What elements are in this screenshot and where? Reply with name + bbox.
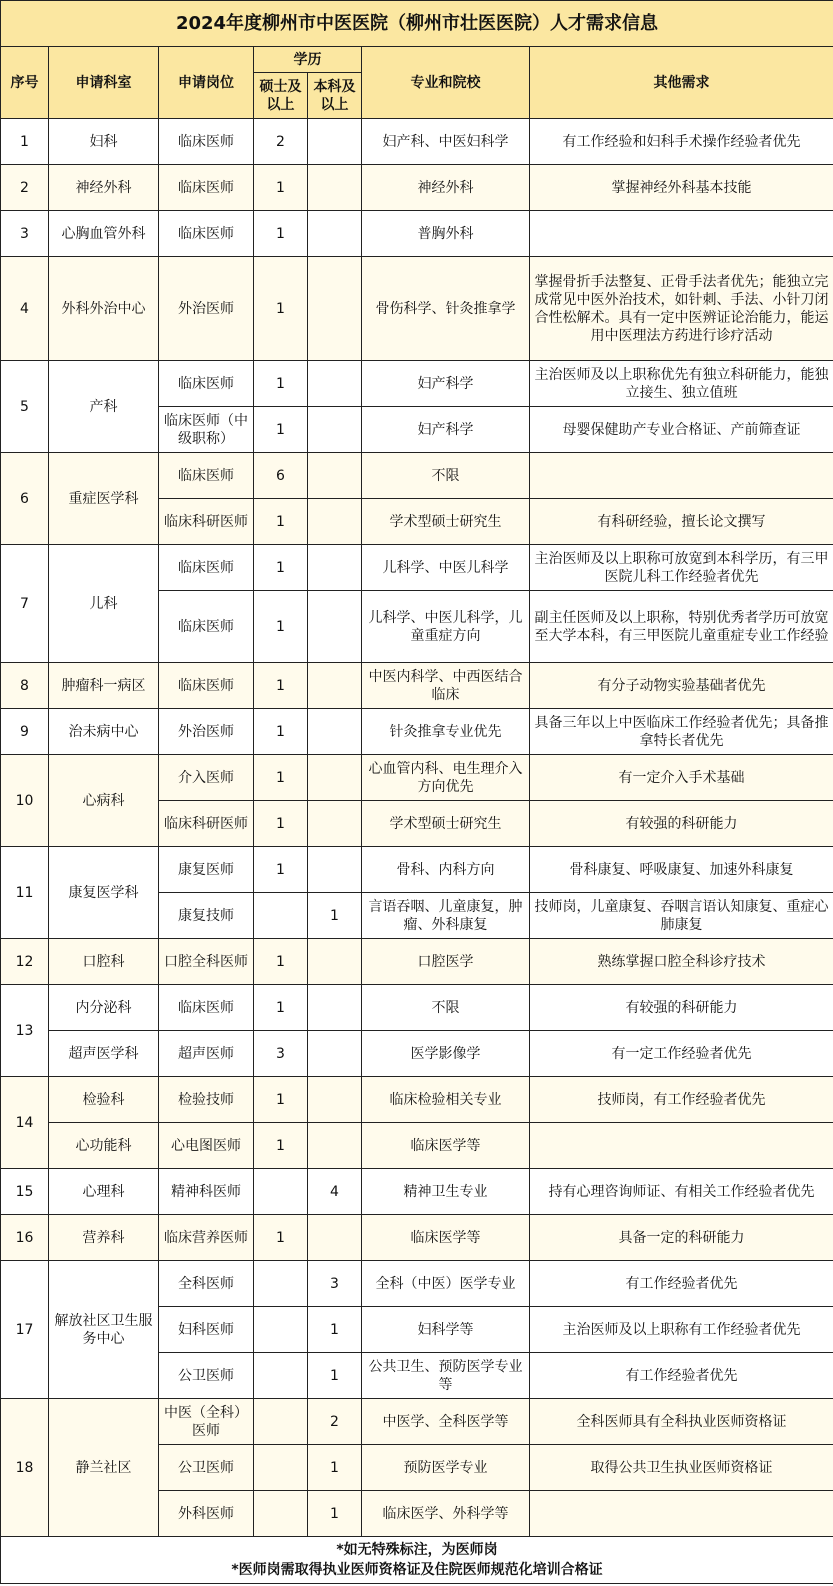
table-row <box>1 1261 833 1307</box>
cell-dept: 产科 <box>49 361 159 453</box>
cell-master: 2 <box>254 119 308 165</box>
cell-dept: 解放社区卫生服务中心 <box>49 1261 159 1399</box>
cell-dept: 外科外治中心 <box>49 257 159 361</box>
table-row <box>1 1077 833 1123</box>
table-row <box>1 1169 833 1215</box>
cell-other: 有科研经验，擅长论文撰写 <box>530 499 833 545</box>
cell-master <box>254 1353 308 1399</box>
cell-dept: 营养科 <box>49 1215 159 1261</box>
cell-no: 7 <box>1 545 49 663</box>
cell-other <box>530 211 833 257</box>
cell-other: 主治医师及以上职称优先有独立科研能力，能独立接生、独立值班 <box>530 361 833 407</box>
cell-master <box>254 1445 308 1491</box>
cell-post: 临床医师 <box>159 211 254 257</box>
cell-master: 1 <box>254 663 308 709</box>
cell-dept: 内分泌科 <box>49 985 159 1031</box>
cell-no: 18 <box>1 1399 49 1537</box>
cell-dept: 重症医学科 <box>49 453 159 545</box>
cell-major: 妇产科学 <box>362 361 530 407</box>
cell-post: 临床医师 <box>159 361 254 407</box>
cell-post: 临床医师 <box>159 165 254 211</box>
cell-major: 学术型硕士研究生 <box>362 499 530 545</box>
cell-master: 1 <box>254 361 308 407</box>
cell-bachelor: 1 <box>308 1307 362 1353</box>
cell-major: 医学影像学 <box>362 1031 530 1077</box>
cell-post: 公卫医师 <box>159 1445 254 1491</box>
table-footnote <box>1 1537 833 1584</box>
cell-no: 6 <box>1 453 49 545</box>
cell-bachelor <box>308 755 362 801</box>
cell-master: 1 <box>254 801 308 847</box>
cell-other: 有分子动物实验基础者优先 <box>530 663 833 709</box>
cell-post: 临床科研医师 <box>159 801 254 847</box>
cell-master: 1 <box>254 1123 308 1169</box>
cell-bachelor <box>308 591 362 663</box>
cell-major: 骨伤科学、针灸推拿学 <box>362 257 530 361</box>
table-body <box>1 119 833 1537</box>
cell-bachelor <box>308 453 362 499</box>
cell-post: 临床医师 <box>159 663 254 709</box>
cell-other: 掌握骨折手法整复、正骨手法者优先；能独立完成常见中医外治技术，如针刺、手法、小针刀闭合性松解术。具有一定中医辨证论治能力，能运用中医理法方药进行诊疗活动 <box>530 257 833 361</box>
cell-master: 1 <box>254 257 308 361</box>
cell-other: 副主任医师及以上职称，特别优秀者学历可放宽至大学本科，有三甲医院儿童重症专业工作经验 <box>530 591 833 663</box>
cell-post: 公卫医师 <box>159 1353 254 1399</box>
cell-dept: 儿科 <box>49 545 159 663</box>
header-other: 其他需求 <box>530 47 833 119</box>
cell-bachelor <box>308 985 362 1031</box>
cell-master: 1 <box>254 545 308 591</box>
header-no: 序号 <box>1 47 49 119</box>
cell-major: 全科（中医）医学专业 <box>362 1261 530 1307</box>
cell-other: 母婴保健助产专业合格证、产前筛查证 <box>530 407 833 453</box>
cell-master: 6 <box>254 453 308 499</box>
cell-no: 16 <box>1 1215 49 1261</box>
cell-major: 精神卫生专业 <box>362 1169 530 1215</box>
cell-dept: 静兰社区 <box>49 1399 159 1537</box>
cell-major: 言语吞咽、儿童康复，肿瘤、外科康复 <box>362 893 530 939</box>
cell-dept: 肿瘤科一病区 <box>49 663 159 709</box>
cell-other: 技师岗，有工作经验者优先 <box>530 1077 833 1123</box>
cell-other: 有工作经验者优先 <box>530 1353 833 1399</box>
cell-other: 熟练掌握口腔全科诊疗技术 <box>530 939 833 985</box>
cell-master: 1 <box>254 211 308 257</box>
cell-dept: 妇科 <box>49 119 159 165</box>
cell-master <box>254 1169 308 1215</box>
cell-other: 有工作经验和妇科手术操作经验者优先 <box>530 119 833 165</box>
cell-other: 掌握神经外科基本技能 <box>530 165 833 211</box>
cell-post: 全科医师 <box>159 1261 254 1307</box>
cell-major: 中医内科学、中西医结合临床 <box>362 663 530 709</box>
cell-other: 有工作经验者优先 <box>530 1261 833 1307</box>
cell-no: 5 <box>1 361 49 453</box>
cell-post: 口腔全科医师 <box>159 939 254 985</box>
table-row <box>1 1399 833 1445</box>
cell-bachelor: 2 <box>308 1399 362 1445</box>
cell-other: 骨科康复、呼吸康复、加速外科康复 <box>530 847 833 893</box>
cell-dept: 治未病中心 <box>49 709 159 755</box>
cell-major: 临床医学、外科学等 <box>362 1491 530 1537</box>
cell-major: 儿科学、中医儿科学，儿童重症方向 <box>362 591 530 663</box>
cell-major: 骨科、内科方向 <box>362 847 530 893</box>
cell-no: 2 <box>1 165 49 211</box>
cell-master <box>254 1399 308 1445</box>
cell-major: 临床检验相关专业 <box>362 1077 530 1123</box>
cell-post: 超声医师 <box>159 1031 254 1077</box>
table-row <box>1 211 833 257</box>
cell-dept: 心胸血管外科 <box>49 211 159 257</box>
cell-bachelor <box>308 211 362 257</box>
cell-post: 中医（全科）医师 <box>159 1399 254 1445</box>
cell-dept: 康复医学科 <box>49 847 159 939</box>
cell-major: 公共卫生、预防医学专业等 <box>362 1353 530 1399</box>
cell-other: 技师岗，儿童康复、吞咽言语认知康复、重症心肺康复 <box>530 893 833 939</box>
cell-no: 3 <box>1 211 49 257</box>
cell-no: 8 <box>1 663 49 709</box>
cell-no: 1 <box>1 119 49 165</box>
cell-bachelor <box>308 939 362 985</box>
cell-master: 1 <box>254 985 308 1031</box>
cell-bachelor <box>308 1077 362 1123</box>
cell-bachelor: 1 <box>308 1491 362 1537</box>
cell-bachelor <box>308 847 362 893</box>
cell-master <box>254 1491 308 1537</box>
table-row <box>1 1123 833 1169</box>
cell-post: 临床医师（中级职称） <box>159 407 254 453</box>
cell-bachelor <box>308 545 362 591</box>
table-row <box>1 165 833 211</box>
cell-other <box>530 1491 833 1537</box>
cell-other: 全科医师具有全科执业医师资格证 <box>530 1399 833 1445</box>
cell-post: 检验技师 <box>159 1077 254 1123</box>
cell-master: 1 <box>254 1077 308 1123</box>
cell-major: 心血管内科、电生理介入方向优先 <box>362 755 530 801</box>
cell-bachelor <box>308 361 362 407</box>
cell-major: 不限 <box>362 985 530 1031</box>
cell-master: 1 <box>254 1215 308 1261</box>
cell-bachelor: 3 <box>308 1261 362 1307</box>
cell-dept: 检验科 <box>49 1077 159 1123</box>
table-row <box>1 361 833 407</box>
cell-master: 1 <box>254 755 308 801</box>
cell-other: 持有心理咨询师证、有相关工作经验者优先 <box>530 1169 833 1215</box>
cell-no: 11 <box>1 847 49 939</box>
header-post: 申请岗位 <box>159 47 254 119</box>
cell-other: 有较强的科研能力 <box>530 801 833 847</box>
cell-no: 12 <box>1 939 49 985</box>
cell-major: 不限 <box>362 453 530 499</box>
cell-other <box>530 1123 833 1169</box>
cell-master <box>254 893 308 939</box>
table-row <box>1 709 833 755</box>
cell-bachelor: 1 <box>308 893 362 939</box>
cell-master: 1 <box>254 709 308 755</box>
header-master: 硕士及以上 <box>254 73 308 119</box>
cell-post: 临床医师 <box>159 119 254 165</box>
cell-major: 普胸外科 <box>362 211 530 257</box>
header-bachelor: 本科及以上 <box>308 73 362 119</box>
cell-major: 妇产科学 <box>362 407 530 453</box>
cell-bachelor <box>308 709 362 755</box>
cell-major: 口腔医学 <box>362 939 530 985</box>
cell-other: 主治医师及以上职称有工作经验者优先 <box>530 1307 833 1353</box>
table-row <box>1 545 833 591</box>
cell-post: 临床科研医师 <box>159 499 254 545</box>
cell-post: 临床医师 <box>159 591 254 663</box>
cell-post: 外治医师 <box>159 257 254 361</box>
cell-no: 9 <box>1 709 49 755</box>
cell-no: 13 <box>1 985 49 1077</box>
footnote-line-2: *医师岗需取得执业医师资格证及住院医师规范化培训合格证 <box>231 1562 603 1578</box>
table-row <box>1 119 833 165</box>
cell-no: 4 <box>1 257 49 361</box>
cell-bachelor: 1 <box>308 1353 362 1399</box>
cell-post: 临床医师 <box>159 545 254 591</box>
cell-master: 1 <box>254 939 308 985</box>
cell-bachelor <box>308 407 362 453</box>
cell-master: 1 <box>254 165 308 211</box>
cell-dept: 超声医学科 <box>49 1031 159 1077</box>
cell-dept: 心理科 <box>49 1169 159 1215</box>
cell-master: 1 <box>254 591 308 663</box>
cell-master: 1 <box>254 499 308 545</box>
table-row <box>1 985 833 1031</box>
cell-major: 学术型硕士研究生 <box>362 801 530 847</box>
cell-major: 妇产科、中医妇科学 <box>362 119 530 165</box>
table-row <box>1 257 833 361</box>
cell-master: 3 <box>254 1031 308 1077</box>
cell-dept: 神经外科 <box>49 165 159 211</box>
cell-major: 妇科学等 <box>362 1307 530 1353</box>
cell-bachelor: 1 <box>308 1445 362 1491</box>
table-row <box>1 453 833 499</box>
cell-post: 妇科医师 <box>159 1307 254 1353</box>
cell-no: 17 <box>1 1261 49 1399</box>
cell-dept: 心病科 <box>49 755 159 847</box>
cell-major: 神经外科 <box>362 165 530 211</box>
cell-post: 心电图医师 <box>159 1123 254 1169</box>
table-row <box>1 1215 833 1261</box>
cell-post: 外治医师 <box>159 709 254 755</box>
cell-bachelor <box>308 1123 362 1169</box>
cell-post: 临床营养医师 <box>159 1215 254 1261</box>
cell-post: 临床医师 <box>159 453 254 499</box>
cell-other: 具备一定的科研能力 <box>530 1215 833 1261</box>
cell-no: 10 <box>1 755 49 847</box>
cell-other: 有一定工作经验者优先 <box>530 1031 833 1077</box>
cell-other: 具备三年以上中医临床工作经验者优先；具备推拿特长者优先 <box>530 709 833 755</box>
table-row <box>1 847 833 893</box>
cell-post: 康复医师 <box>159 847 254 893</box>
cell-bachelor <box>308 257 362 361</box>
table-row <box>1 755 833 801</box>
header-education: 学历 <box>254 47 362 73</box>
cell-master <box>254 1307 308 1353</box>
cell-other <box>530 453 833 499</box>
cell-master: 1 <box>254 407 308 453</box>
cell-dept: 心功能科 <box>49 1123 159 1169</box>
cell-dept: 口腔科 <box>49 939 159 985</box>
cell-major: 临床医学等 <box>362 1123 530 1169</box>
cell-post: 精神科医师 <box>159 1169 254 1215</box>
cell-other: 取得公共卫生执业医师资格证 <box>530 1445 833 1491</box>
cell-bachelor <box>308 801 362 847</box>
table-row <box>1 663 833 709</box>
cell-bachelor <box>308 499 362 545</box>
cell-post: 临床医师 <box>159 985 254 1031</box>
cell-major: 儿科学、中医儿科学 <box>362 545 530 591</box>
cell-bachelor <box>308 119 362 165</box>
table-row <box>1 1031 833 1077</box>
cell-other: 主治医师及以上职称可放宽到本科学历，有三甲医院儿科工作经验者优先 <box>530 545 833 591</box>
cell-post: 介入医师 <box>159 755 254 801</box>
table-row <box>1 939 833 985</box>
header-dept: 申请科室 <box>49 47 159 119</box>
cell-master <box>254 1261 308 1307</box>
cell-bachelor <box>308 165 362 211</box>
cell-other: 有一定介入手术基础 <box>530 755 833 801</box>
cell-major: 预防医学专业 <box>362 1445 530 1491</box>
cell-no: 14 <box>1 1077 49 1169</box>
cell-major: 临床医学等 <box>362 1215 530 1261</box>
cell-post: 外科医师 <box>159 1491 254 1537</box>
cell-other: 有较强的科研能力 <box>530 985 833 1031</box>
cell-bachelor: 4 <box>308 1169 362 1215</box>
cell-no: 15 <box>1 1169 49 1215</box>
cell-major: 针灸推拿专业优先 <box>362 709 530 755</box>
cell-bachelor <box>308 663 362 709</box>
cell-post: 康复技师 <box>159 893 254 939</box>
cell-major: 中医学、全科医学等 <box>362 1399 530 1445</box>
header-major: 专业和院校 <box>362 47 530 119</box>
table-title: 2024年度柳州市中医医院（柳州市壮医医院）人才需求信息 <box>1 1 833 47</box>
footnote-line-1: *如无特殊标注，为医师岗 <box>336 1542 498 1558</box>
cell-bachelor <box>308 1215 362 1261</box>
cell-bachelor <box>308 1031 362 1077</box>
cell-master: 1 <box>254 847 308 893</box>
